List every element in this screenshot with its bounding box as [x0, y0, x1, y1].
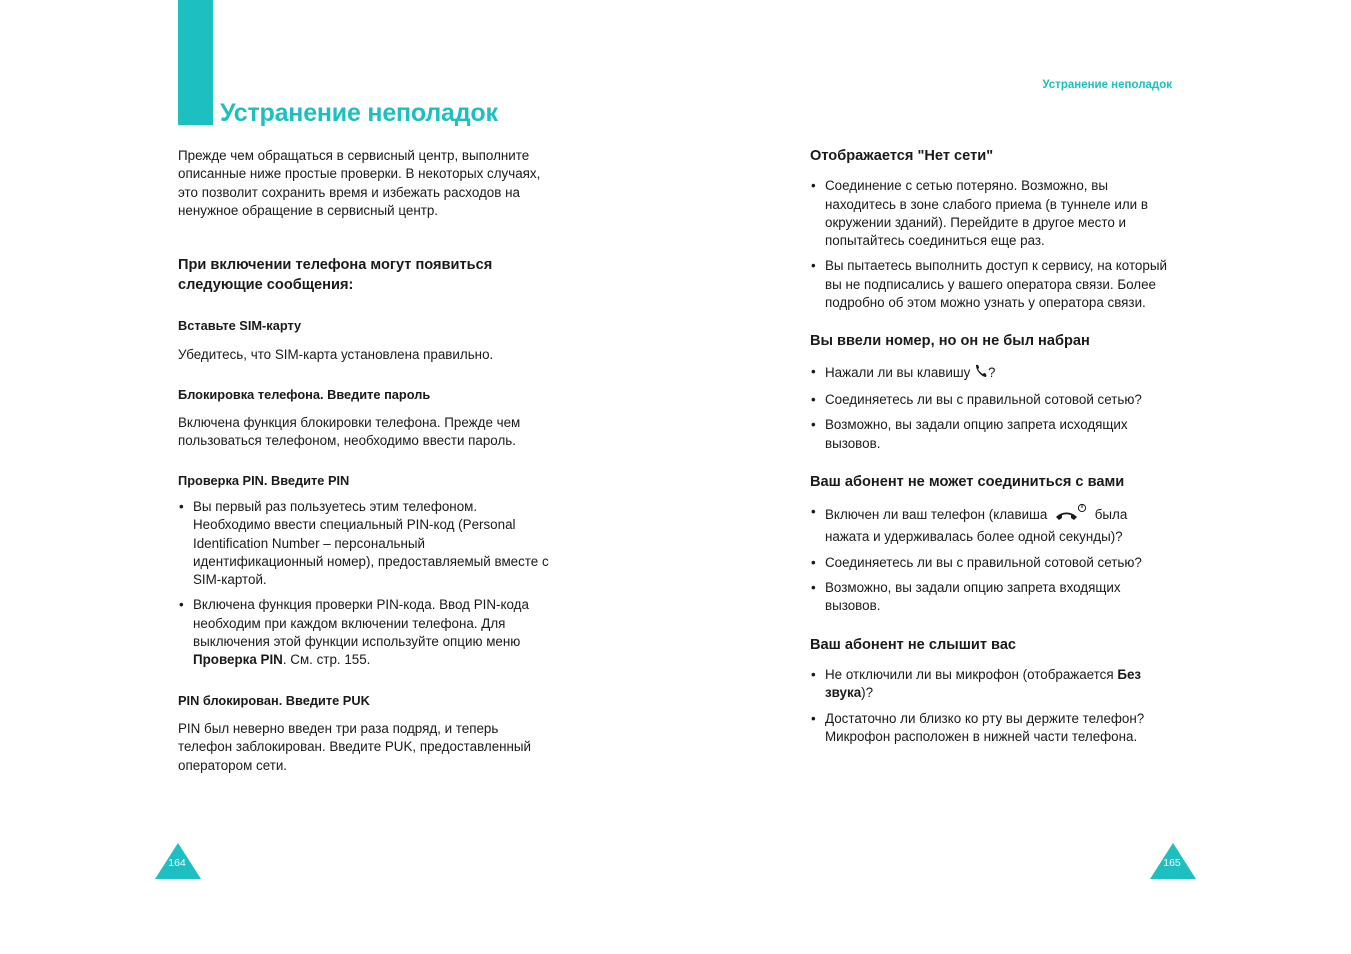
pin-check-menu-option: Проверка PIN	[193, 652, 283, 668]
cant-reach-heading: Ваш абонент не может соединиться с вами	[810, 473, 1125, 490]
cant-hear-bullet-1-post: )?	[861, 685, 874, 701]
not-dialed-bullets	[810, 363, 1175, 453]
cant-reach-bullets	[810, 503, 1175, 615]
list-item: • Соединение с сетью потеряно. Возможно, вы находитесь в зоне слабого приема (в туннеле или в окружении зданий). Перейдите в другое место и попытайтесь соединиться еще раз.	[811, 178, 1148, 249]
cant-reach-bullet-3: Возможно, вы задали опцию запрета входящих вызовов.	[825, 580, 1121, 614]
right-page-column	[810, 147, 1175, 746]
not-dialed-heading: Вы ввели номер, но он не был набран	[810, 333, 1090, 350]
title-accent-bar	[178, 0, 213, 125]
list-item: • Включен ли ваш телефон (клавиша была нажата и удерживалась более одной секунды)?	[811, 504, 1128, 545]
pin-bullet-2-text: Включена функция проверки PIN-кода. Ввод PIN-кода необходим при каждом включении телефона. Для выключения этой функции используйте опцию меню	[193, 597, 529, 650]
intro-paragraph: Прежде чем обращаться в сервисный центр, выполните описанные ниже простые проверки. В некоторых случаях, это позволит сохранить время и избежать расходов на ненужное обращение в сервисный центр.	[178, 148, 541, 218]
list-item: • Нажали ли вы клавишу ?	[810, 363, 1175, 384]
not-dialed-bullet-1-pre: Нажали ли вы клавишу	[825, 364, 975, 380]
pin-bullet-2-tail: . См. стр. 155.	[282, 652, 371, 668]
cant-reach-bullet-2: Соединяетесь ли вы с правильной сотовой сетью?	[825, 554, 1142, 570]
not-dialed-bullet-2: Соединяетесь ли вы с правильной сотовой сетью?	[825, 391, 1142, 407]
cant-hear-bullet-2: Достаточно ли близко ко рту вы держите телефон? Микрофон расположен в нижней части телефона.	[825, 710, 1145, 744]
sim-text: Убедитесь, что SIM-карта установлена правильно.	[178, 347, 494, 363]
page-number-left-label: 164	[168, 857, 186, 869]
list-item: • Возможно, вы задали опцию запрета исходящих вызовов.	[811, 417, 1128, 451]
puk-heading: PIN блокирован. Введите PUK	[178, 692, 370, 708]
end-power-key-icon	[1053, 503, 1087, 528]
no-network-bullet-1: Соединение с сетью потеряно. Возможно, вы находитесь в зоне слабого приема (в туннеле или в окружении зданий). Перейдите в другое место и попытайтесь соединиться еще раз.	[825, 178, 1148, 249]
list-item: • Возможно, вы задали опцию запрета входящих вызовов.	[811, 580, 1121, 614]
list-item: • Вы пытаетесь выполнить доступ к сервису, на который вы не подписались у вашего оператора связи. Более подробно об этом можно узнать у оператора связи.	[811, 258, 1167, 311]
cant-reach-bullet-1-post: была нажата и удерживалась более одной секунды)?	[825, 507, 1128, 545]
pin-heading: Проверка PIN. Введите PIN	[178, 472, 350, 488]
not-dialed-bullet-3: Возможно, вы задали опцию запрета исходящих вызовов.	[825, 417, 1128, 451]
running-head: Устранение неполадок	[1042, 79, 1172, 91]
send-key-icon	[974, 363, 988, 384]
page-number-left	[155, 843, 201, 879]
list-item: • Не отключили ли вы микрофон (отображается Без звука)?	[811, 666, 1142, 701]
cant-hear-bullets	[810, 666, 1175, 746]
lock-heading: Блокировка телефона. Введите пароль	[178, 386, 431, 402]
left-page-column	[178, 147, 550, 775]
sim-heading: Вставьте SIM-карту	[178, 318, 302, 334]
not-dialed-bullet-1-post: ?	[988, 364, 996, 380]
cant-reach-bullet-1-pre: Включен ли ваш телефон (клавиша	[825, 507, 1051, 523]
no-network-heading: Отображается "Нет сети"	[810, 148, 994, 164]
cant-hear-heading: Ваш абонент не слышит вас	[810, 636, 1017, 653]
list-item: • Достаточно ли близко ко рту вы держите телефон? Микрофон расположен в нижней части телефона.	[811, 710, 1145, 744]
page-number-right	[1150, 843, 1196, 879]
cant-hear-bullet-1-pre: Не отключили ли вы микрофон (отображается	[825, 666, 1118, 682]
list-item: • Вы первый раз пользуетесь этим телефоном. Необходимо ввести специальный PIN-код (Personal Identification Number – персональный идентификационный номер), предоставляемый вместе с SIM-картой.	[179, 498, 549, 588]
lock-text: Включена функция блокировки телефона. Прежде чем пользоваться телефоном, необходимо ввести пароль.	[178, 415, 521, 449]
list-item: • Включена функция проверки PIN-кода. Ввод PIN-кода необходим при каждом включении телефона. Для выключения этой функции используйте опцию меню Проверка PIN. См. стр. 155.	[179, 597, 529, 668]
list-item: • Соединяетесь ли вы с правильной сотовой сетью?	[811, 391, 1142, 407]
mute-status-label: Без звука	[825, 666, 1142, 701]
no-network-bullets	[810, 177, 1175, 312]
no-network-bullet-2: Вы пытаетесь выполнить доступ к сервису, на который вы не подписались у вашего оператора связи. Более подробно об этом можно узнать у оператора связи.	[825, 258, 1167, 311]
pin-bullet-1: Вы первый раз пользуетесь этим телефоном. Необходимо ввести специальный PIN-код (Personal Identification Number – персональный идентификационный номер), предоставляемый вместе с SIM-картой.	[193, 498, 549, 588]
page-title: Устранение неполадок	[220, 99, 498, 127]
messages-section-heading: При включении телефона могут появиться следующие сообщения:	[178, 257, 493, 293]
pin-bullets	[178, 498, 550, 670]
puk-text: PIN был неверно введен три раза подряд, и теперь телефон заблокирован. Введите PUK, предоставленный оператором сети.	[178, 720, 532, 773]
list-item: • Соединяетесь ли вы с правильной сотовой сетью?	[811, 554, 1142, 570]
page-number-right-label: 165	[1163, 857, 1181, 869]
